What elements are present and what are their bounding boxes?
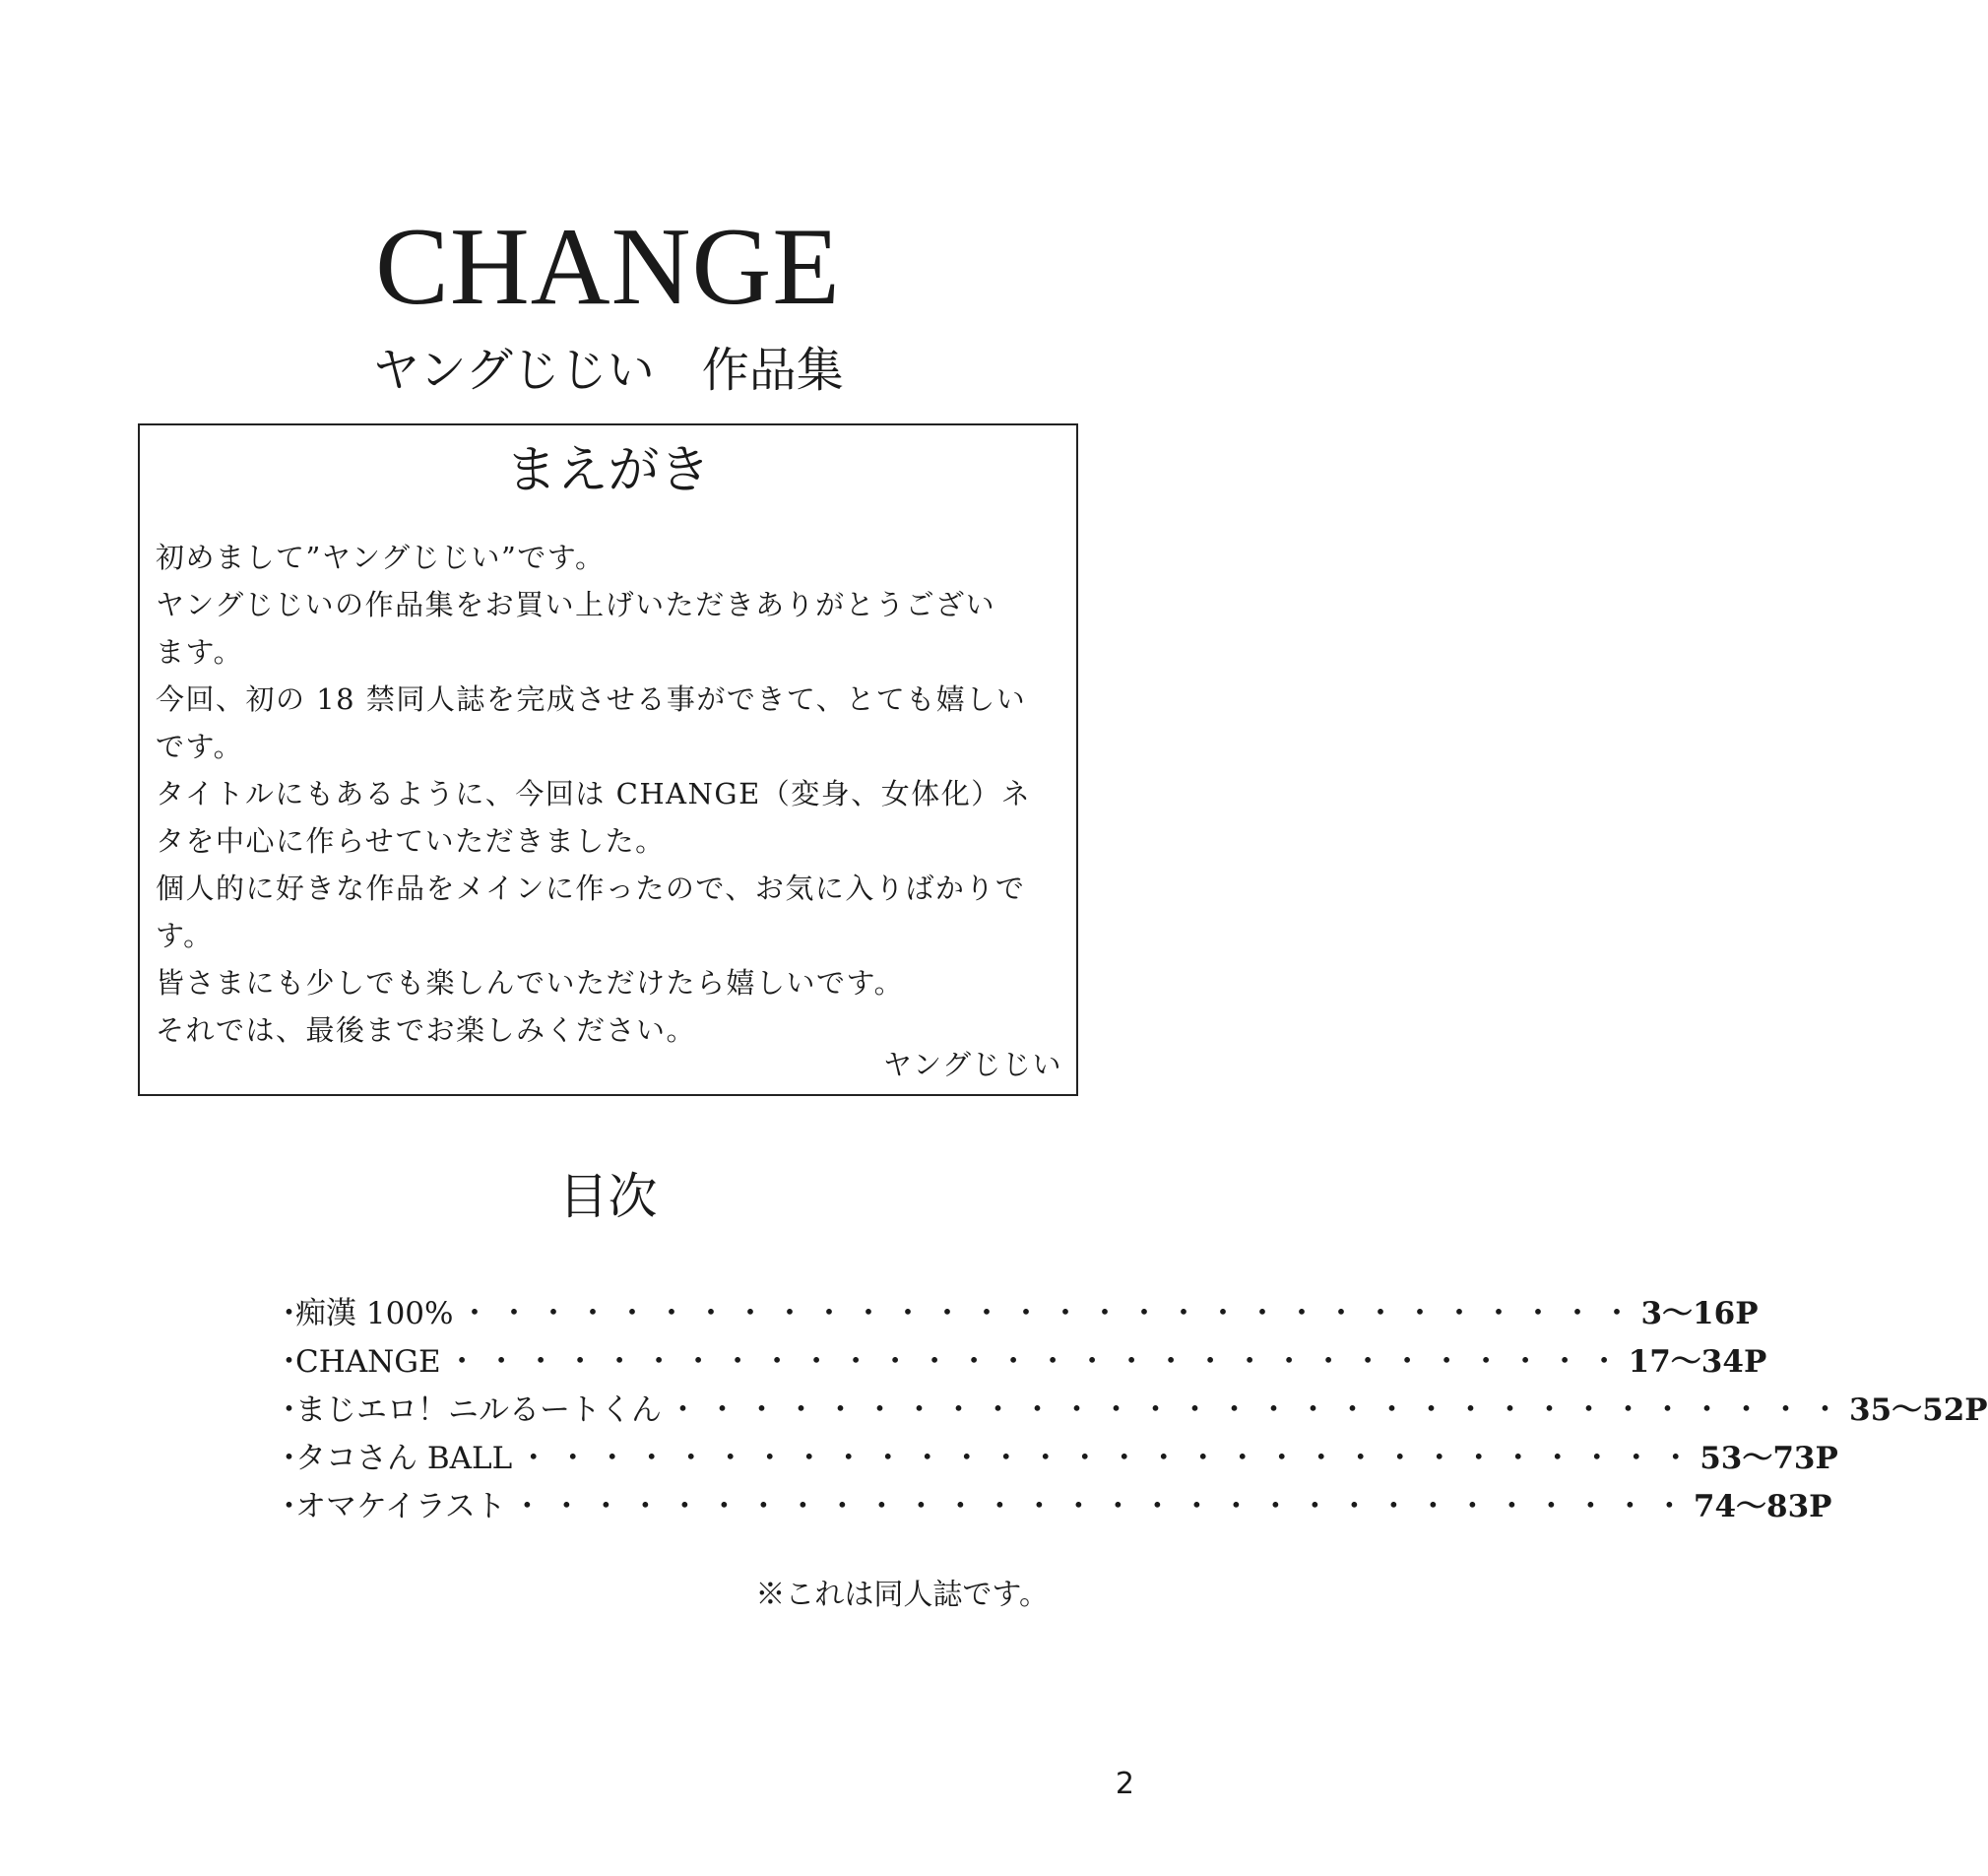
preface-line: す。 [156,919,214,952]
toc-leader: ・・・・・・・・・・・・・・・・・・・・・・・・・・・・・・ [668,1392,1849,1428]
toc-bullet: ・ [274,1489,304,1524]
toc-leader: ・・・・・・・・・・・・・・・・・・・・・・・・・・・・・・ [518,1441,1700,1476]
page-number: 2 [1115,1767,1134,1801]
toc-heading: 目次 [558,1168,658,1225]
preface-line: ヤングじじいの作品集をお買い上げいただきありがとうござい [156,588,996,621]
toc-entry-pages: 3～16P [1640,1296,1759,1331]
toc-entry [274,1435,1838,1483]
toc-bullet: ・ [274,1344,304,1380]
toc-entry [274,1483,1832,1531]
preface-box [138,423,1078,1096]
preface-line: 初めまして”ヤングじじい”です。 [156,541,606,574]
book-title: CHANGE [375,206,841,328]
preface-line: 皆さまにも少しでも楽しんでいただけたら嬉しいです。 [156,966,905,1000]
preface-line: 今回、初の 18 禁同人誌を完成させる事ができて、とても嬉しい [156,682,1027,716]
toc-entry [274,1338,1767,1387]
toc-entry-pages: 53～73P [1699,1441,1838,1476]
toc-entry-title: オマケイラスト [295,1489,506,1524]
preface-line: それでは、最後までお楽しみください。 [156,1013,697,1047]
preface-heading: まえがき [505,441,711,500]
toc-leader: ・・・・・・・・・・・・・・・・・・・・・・・・・・・・・・ [459,1296,1641,1331]
toc-entry-title: CHANGE [295,1344,441,1380]
preface-line: タを中心に作らせていただきました。 [156,824,666,858]
book-subtitle: ヤングじじい 作品集 [372,343,844,398]
table-of-contents [274,1290,1988,1531]
toc-entry-title: タコさん BALL [295,1441,513,1476]
toc-bullet: ・ [274,1296,304,1331]
toc-bullet: ・ [274,1392,304,1428]
preface-line: 個人的に好きな作品をメインに作ったので、お気に入りばかりで [156,872,1026,905]
toc-entry [274,1387,1988,1435]
toc-entry-title: まじエロ！ニルるートくん [295,1392,662,1428]
doujinshi-note: ※これは同人誌です。 [755,1578,1049,1612]
toc-entry [274,1290,1759,1338]
toc-entry-pages: 35～52P [1849,1392,1988,1428]
toc-leader: ・・・・・・・・・・・・・・・・・・・・・・・・・・・・・・ [446,1344,1629,1380]
preface-signature: ヤングじじい [882,1048,1062,1081]
toc-bullet: ・ [274,1441,304,1476]
preface-line: ます。 [156,635,244,669]
toc-leader: ・・・・・・・・・・・・・・・・・・・・・・・・・・・・・・ [511,1489,1694,1524]
preface-line: です。 [156,730,244,763]
toc-entry-pages: 74～83P [1693,1489,1832,1524]
preface-body [156,534,1066,1054]
toc-entry-pages: 17～34P [1628,1344,1767,1380]
toc-entry-title: 痴漢 100% [295,1296,454,1331]
preface-line: タイトルにもあるように、今回は CHANGE（変身、女体化）ネ [156,777,1032,810]
